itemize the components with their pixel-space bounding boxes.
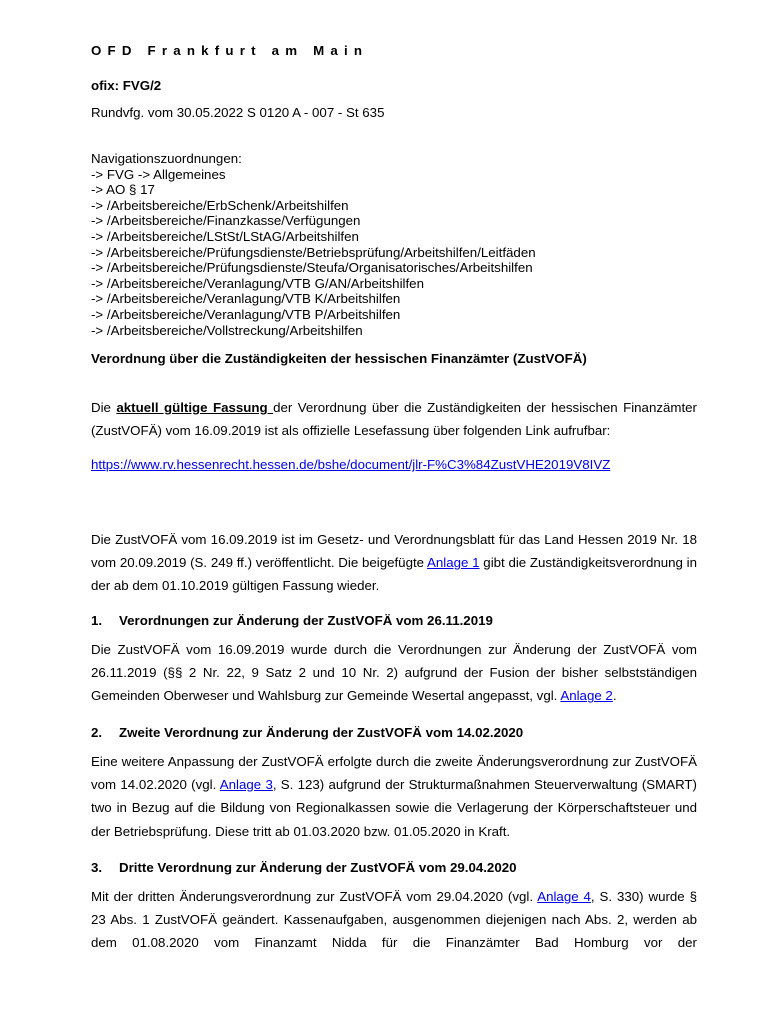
navigation-item: -> /Arbeitsbereiche/Veranlagung/VTB G/AN/Arbeitshilfen [91, 275, 424, 291]
section-3-heading [91, 860, 517, 875]
ofix-code: ofix: FVG/2 [91, 78, 162, 93]
section-3-paragraph [91, 885, 697, 955]
navigation-item: -> /Arbeitsbereiche/ErbSchenk/Arbeitshilfen [91, 197, 349, 213]
intro-paragraph [91, 396, 697, 442]
publication-text-end: gibt die Zuständigkeitsverordnung in der ab dem 01.10.2019 gültigen Fassung wieder. [91, 555, 697, 594]
document-title: Verordnung über die Zuständigkeiten der hessischen Finanzämter (ZustVOFÄ) [91, 351, 587, 366]
anlage-3-link[interactable]: Anlage 3 [219, 777, 273, 793]
navigation-label: Navigationszuordnungen: [91, 151, 242, 166]
section-1-heading [91, 613, 493, 628]
section-number: 1. [91, 613, 103, 628]
publication-text: Die ZustVOFÄ vom 16.09.2019 ist im Gesetz- und Verordnungsblatt für das Land Hessen 2019 Nr. 18 vom 20.09.2019 (S. 249 ff.) veröffentlicht. Die beigefügte [91, 532, 697, 571]
navigation-item: -> /Arbeitsbereiche/Vollstreckung/Arbeitshilfen [91, 322, 363, 338]
section-1-paragraph [91, 638, 697, 708]
section-3-text: Mit der dritten Änderungsverordnung zur ZustVOFÄ vom 29.04.2020 (vgl. [91, 889, 538, 904]
section-2-paragraph [91, 750, 697, 843]
section-title: Verordnungen zur Änderung der ZustVOFÄ vom 26.11.2019 [119, 613, 493, 628]
section-3-text-end: , S. 330) wurde § 23 Abs. 1 ZustVOFÄ geändert. Kassenaufgaben, ausgenommen diejenigen nach Abs. 2, werden ab dem 01.08.2020 vom Finanzamt Nidda für die Finanzämter Bad Homburg vor der [91, 889, 697, 951]
navigation-item: -> /Arbeitsbereiche/Finanzkasse/Verfügungen [91, 213, 361, 229]
lesefassung-url-link[interactable]: https://www.rv.hessenrecht.hessen.de/bshe/document/jlr-F%C3%84ZustVHE2019V8IVZ [91, 457, 611, 472]
navigation-item: -> /Arbeitsbereiche/Prüfungsdienste/Steufa/Organisatorisches/Arbeitshilfen [91, 260, 533, 276]
section-1-text-end: . [612, 688, 617, 704]
navigation-item: -> /Arbeitsbereiche/Veranlagung/VTB P/Arbeitshilfen [91, 306, 401, 322]
section-2-text: Eine weitere Anpassung der ZustVOFÄ erfolgte durch die zweite Änderungsverordnung zur ZustVOFÄ vom 14.02.2020 (vgl. [91, 754, 697, 793]
anlage-4-link[interactable]: Anlage 4 [537, 889, 591, 904]
navigation-item: -> /Arbeitsbereiche/LStSt/LStAG/Arbeitshilfen [91, 228, 359, 244]
anlage-1-link[interactable]: Anlage 1 [427, 555, 480, 571]
section-title: Zweite Verordnung zur Änderung der ZustVOFÄ vom 14.02.2020 [119, 725, 524, 740]
section-2-text-end: , S. 123) aufgrund der Strukturmaßnahmen Steuerverwaltung (SMART) two in Bezug auf die Bildung von Regionalkassen sowie die Verlagerung der Körperschaftsteuer und der Betriebsprüfung. Diese tritt ab 01.03.2020 bzw. 01.05.2020 in Kraft. [91, 777, 697, 839]
section-title: Dritte Verordnung zur Änderung der ZustVOFÄ vom 29.04.2020 [119, 860, 517, 875]
intro-text: der Verordnung über die Zuständigkeiten der hessischen Finanzämter (ZustVOFÄ) vom 16.09.2019 ist als offizielle Lesefassung über folgenden Link aufrufbar: [91, 400, 697, 439]
publication-paragraph [91, 528, 697, 598]
section-number: 2. [91, 725, 103, 740]
navigation-item: -> /Arbeitsbereiche/Prüfungsdienste/Betriebsprüfung/Arbeitshilfen/Leitfäden [91, 244, 536, 260]
circular-reference: Rundvfg. vom 30.05.2022 S 0120 A - 007 - St 635 [91, 105, 385, 120]
section-number: 3. [91, 860, 103, 875]
section-1-text: Die ZustVOFÄ vom 16.09.2019 wurde durch die Verordnungen zur Änderung der ZustVOFÄ vom 26.11.2019 (§§ 2 Nr. 22, 9 Satz 2 und 10 Nr. 2) aufgrund der Fusion der bisher selbstständigen Gemeinden Oberweser und Wahlsburg zur Gemeinde Wesertal angepasst, vgl. [91, 642, 697, 704]
current-version-link-text: aktuell gültige Fassung [116, 400, 274, 415]
intro-prefix: Die [91, 400, 117, 415]
navigation-item: -> /Arbeitsbereiche/Veranlagung/VTB K/Arbeitshilfen [91, 291, 401, 307]
organization-name: OFD Frankfurt am Main [91, 43, 369, 58]
anlage-2-link[interactable]: Anlage 2 [560, 688, 613, 704]
section-2-heading [91, 725, 523, 740]
navigation-assignments [91, 151, 536, 338]
navigation-item: -> AO § 17 [91, 182, 155, 198]
navigation-item: -> FVG -> Allgemeines [91, 166, 226, 182]
